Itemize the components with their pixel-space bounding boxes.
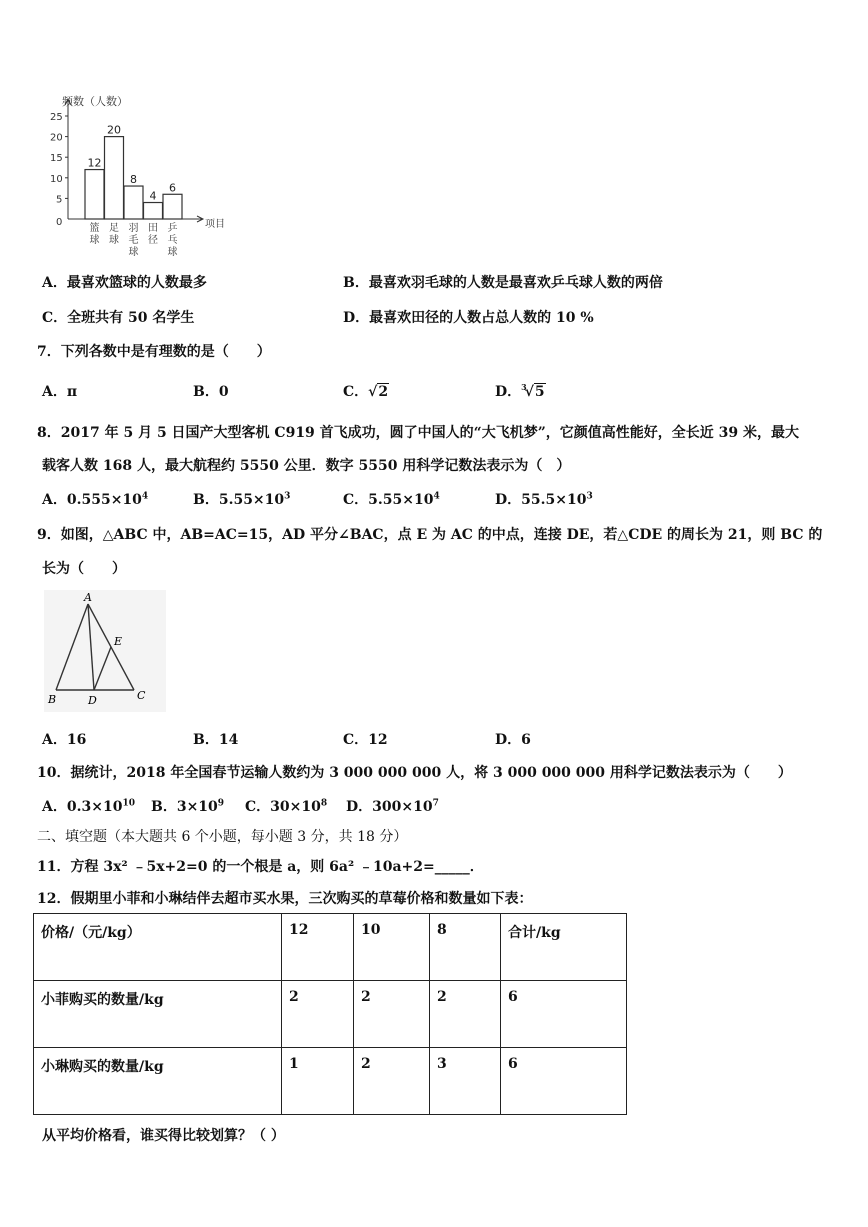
- cube-root-symbol: √5: [524, 384, 545, 400]
- figure-background: [44, 590, 166, 712]
- q10-option-a-base: A．0.3×10: [42, 799, 123, 815]
- q6-option-a: A．最喜欢篮球的人数最多: [42, 275, 207, 291]
- label-a: A: [84, 591, 92, 604]
- table-row: [34, 1048, 627, 1115]
- data-label: 4: [149, 189, 157, 203]
- q8-option-c: [343, 489, 440, 509]
- q10-option-d-base: D．300×10: [346, 799, 433, 815]
- q10-option-d: [346, 796, 439, 816]
- y-tick-label: 0: [56, 217, 63, 228]
- y-tick-label: 5: [56, 194, 63, 206]
- table-cell: 价格/（元/kg）: [34, 914, 282, 981]
- x-tick-label: 篮: [89, 223, 100, 234]
- q7-option-d-index: 3: [521, 382, 527, 393]
- x-tick-label: 足: [109, 223, 119, 234]
- x-tick-label: 乒: [167, 223, 178, 234]
- x-tick-label: 羽: [128, 223, 139, 234]
- table-cell: 6: [501, 1048, 627, 1115]
- label-e: E: [114, 635, 123, 648]
- q8-line2: 载客人数 168 人，最大航程约 5550 公里．数字 5550 用科学记数法表示为（ ）: [42, 458, 571, 474]
- price-table: [33, 913, 627, 1115]
- data-label: 20: [107, 123, 121, 137]
- x-tick-label: 球: [109, 235, 119, 246]
- q9-option-b: B．14: [193, 732, 239, 748]
- label-b: B: [48, 693, 57, 706]
- table-cell: 6: [501, 981, 627, 1048]
- q8-option-d-exp: 3: [586, 491, 593, 502]
- bar: [144, 203, 163, 219]
- x-tick-label: 田: [148, 223, 158, 234]
- y-tick-label: 10: [50, 173, 63, 185]
- q7-option-d: [495, 381, 546, 401]
- q7-stem: 7．下列各数中是有理数的是（ ）: [37, 344, 271, 360]
- q8-option-a-base: A．0.555×10: [42, 492, 142, 508]
- table-cell: 2: [354, 1048, 430, 1115]
- q8-option-b-base: B．5.55×10: [193, 492, 285, 508]
- table-row: [34, 914, 627, 981]
- x-tick-label: 球: [167, 247, 178, 258]
- x-tick-label: 乓: [167, 235, 178, 246]
- q11-stem: 11．方程 3x² ﹣5x+2=0 的一个根是 a，则 6a² ﹣10a+2=_____．: [37, 859, 484, 875]
- x-axis-label: 项目: [205, 219, 225, 230]
- q8-option-c-base: C．5.55×10: [343, 492, 434, 508]
- data-label: 8: [130, 173, 137, 187]
- q7-option-c-label: C．: [343, 384, 369, 400]
- x-tick-label: 球: [128, 247, 139, 258]
- table-cell: 8: [430, 914, 501, 981]
- table-row: [34, 981, 627, 1048]
- table-cell: 2: [282, 981, 354, 1048]
- table-cell: 10: [354, 914, 430, 981]
- table-cell: 3: [430, 1048, 501, 1115]
- bar-chart: [40, 88, 240, 263]
- table-cell: 2: [354, 981, 430, 1048]
- q12-stem: 12．假期里小菲和小琳结伴去超市买水果，三次购买的草莓价格和数量如下表：: [37, 891, 533, 907]
- q8-option-a: [42, 489, 148, 509]
- y-tick-label: 20: [50, 132, 63, 144]
- q10-option-b-exp: 9: [217, 798, 225, 809]
- q10-option-c: [245, 796, 327, 816]
- q7-option-c-radicand: 2: [378, 384, 389, 400]
- data-label: 6: [169, 181, 176, 195]
- q10-option-c-base: C．30×10: [245, 799, 321, 815]
- q9-option-c: C．12: [343, 732, 388, 748]
- q8-option-a-exp: 4: [141, 491, 149, 502]
- bar: [124, 186, 143, 219]
- q7-option-d-radicand: 5: [534, 384, 545, 400]
- label-d: D: [88, 694, 97, 707]
- q9-option-a: A．16: [42, 732, 87, 748]
- q7-option-b: B．0: [193, 384, 229, 400]
- q7-option-d-label: D．: [495, 384, 522, 400]
- q8-option-d-base: D．55.5×10: [495, 492, 587, 508]
- table-cell: 小菲购买的数量/kg: [34, 981, 282, 1048]
- y-axis-label: 频数（人数）: [62, 95, 128, 108]
- table-cell: 小琳购买的数量/kg: [34, 1048, 282, 1115]
- table-cell: 合计/kg: [501, 914, 627, 981]
- q7-option-a: A．π: [42, 384, 78, 400]
- bar: [85, 170, 104, 219]
- q12-question: 从平均价格看，谁买得比较划算？（ ）: [42, 1128, 285, 1144]
- y-tick-label: 25: [50, 112, 63, 123]
- q10-option-a: [42, 796, 135, 816]
- q6-option-d: D．最喜欢田径的人数占总人数的 10 %: [343, 310, 594, 326]
- section2-heading: 二、填空题（本大题共 6 个小题，每小题 3 分，共 18 分）: [37, 829, 408, 845]
- x-tick-label: 径: [148, 235, 158, 246]
- q10-stem: 10．据统计，2018 年全国春节运输人数约为 3 000 000 000 人，将 3 000 000 000 用科学记数法表示为（ ）: [37, 765, 792, 781]
- q10-option-d-exp: 7: [432, 798, 439, 809]
- q9-line2: 长为（ ）: [42, 561, 126, 577]
- q7-option-c: [343, 381, 389, 401]
- q6-option-c: C．全班共有 50 名学生: [42, 310, 195, 326]
- table-cell: 2: [430, 981, 501, 1048]
- q6-option-b: B．最喜欢羽毛球的人数是最喜欢乒乓球人数的两倍: [343, 275, 663, 291]
- q8-option-d: [495, 489, 593, 509]
- q9-option-d: D．6: [495, 732, 531, 748]
- table-cell: 1: [282, 1048, 354, 1115]
- bar: [163, 194, 182, 219]
- label-c: C: [137, 689, 146, 702]
- data-label: 12: [87, 156, 102, 170]
- x-tick-label: 球: [89, 235, 100, 246]
- x-tick-label: 毛: [128, 235, 139, 246]
- q10-option-a-exp: 10: [122, 798, 135, 809]
- q8-option-b: [193, 489, 290, 509]
- bar: [105, 137, 124, 219]
- q9-line1: 9．如图，△ABC 中，AB=AC=15，AD 平分∠BAC，点 E 为 AC 的中点，连接 DE，若△CDE 的周长为 21，则 BC 的: [37, 527, 823, 543]
- sqrt-symbol: √2: [368, 384, 389, 400]
- q8-option-b-exp: 3: [284, 491, 291, 502]
- triangle-figure: [44, 590, 166, 712]
- y-tick-label: 15: [50, 153, 63, 165]
- table-cell: 12: [282, 914, 354, 981]
- q10-option-b: [151, 796, 224, 816]
- q8-line1: 8．2017 年 5 月 5 日国产大型客机 C919 首飞成功，圆了中国人的“大飞机梦”，它颜值高性能好，全长近 39 米，最大: [37, 425, 800, 441]
- q8-option-c-exp: 4: [433, 491, 440, 502]
- q10-option-b-base: B．3×10: [151, 799, 218, 815]
- q10-option-c-exp: 8: [320, 798, 328, 809]
